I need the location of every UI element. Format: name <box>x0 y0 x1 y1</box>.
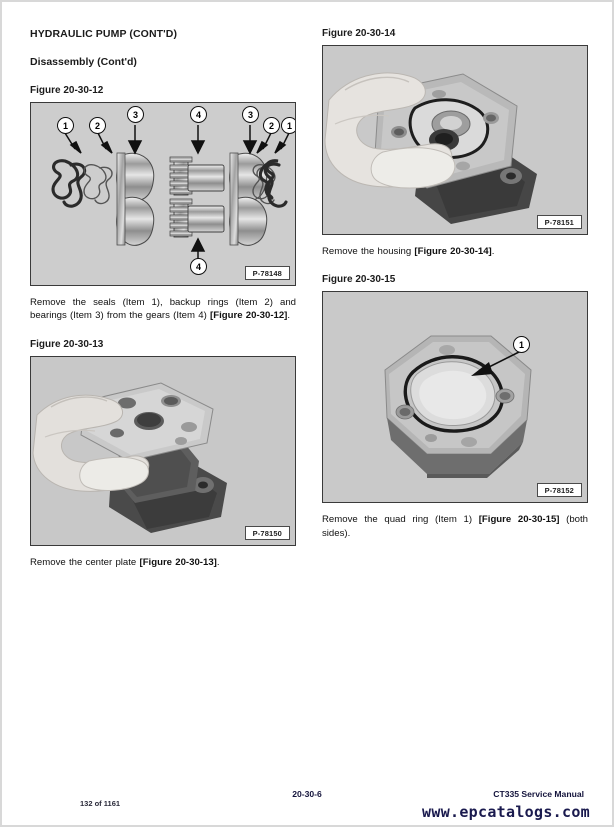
caption-20-30-13-ref: [Figure 20-30-13] <box>139 556 217 568</box>
caption-20-30-13-text: Remove the center plate <box>30 556 140 568</box>
page-number: 20-30-6 <box>292 789 322 799</box>
callout-1-right: 1 <box>281 117 296 134</box>
seal-left <box>53 161 85 206</box>
caption-20-30-12-tail: . <box>287 310 291 322</box>
figure-20-30-15-photo <box>323 292 587 502</box>
callout-1-quad-ring: 1 <box>513 336 530 353</box>
photo-id-20-30-13: P-78150 <box>245 526 290 540</box>
photo-id-20-30-15: P-78152 <box>537 483 582 497</box>
caption-20-30-14-ref: [Figure 20-30-14] <box>414 246 492 257</box>
caption-20-30-12 <box>30 296 296 323</box>
caption-20-30-15-text: Remove the quad ring (Item 1) <box>322 514 479 526</box>
left-column <box>30 28 296 585</box>
callout-2-left: 2 <box>89 117 106 134</box>
backup-ring-left <box>84 165 112 204</box>
callout-3-right: 3 <box>242 106 259 123</box>
figure-20-30-14 <box>322 45 588 235</box>
section-title: HYDRAULIC PUMP (CONT'D) <box>30 28 178 40</box>
page-edge-top <box>0 0 614 2</box>
page-edge-left <box>0 0 2 827</box>
figure-label-20-30-12: Figure 20-30-12 <box>30 85 104 96</box>
caption-20-30-14-tail: . <box>491 246 495 257</box>
caption-20-30-14-text: Remove the housing <box>322 246 415 257</box>
figure-20-30-15 <box>322 291 588 503</box>
figure-label-20-30-14: Figure 20-30-14 <box>322 28 396 39</box>
figure-20-30-13-photo <box>31 357 295 545</box>
right-column <box>322 28 588 556</box>
caption-20-30-15-tail: (both sides). <box>322 514 589 539</box>
figure-label-20-30-13: Figure 20-30-13 <box>30 338 104 350</box>
callout-4-top: 4 <box>190 106 207 123</box>
caption-20-30-12-text: Remove the seals (Item 1), backup rings (Item 2) and bearings (Item 3) from the gears (Item 4) <box>30 297 296 322</box>
caption-20-30-15 <box>322 513 588 540</box>
caption-20-30-14 <box>322 245 588 258</box>
photo-id-20-30-12: P-78148 <box>245 266 290 280</box>
callout-1-left: 1 <box>57 117 74 134</box>
watermark-url: www.epcatalogs.com <box>422 803 590 821</box>
callout-3-left: 3 <box>127 106 144 123</box>
caption-20-30-13-tail: . <box>216 556 220 568</box>
caption-20-30-12-ref: [Figure 20-30-12] <box>210 310 288 322</box>
figure-20-30-14-photo <box>323 46 587 234</box>
figure-20-30-13 <box>30 356 296 546</box>
figure-label-20-30-15: Figure 20-30-15 <box>322 274 396 286</box>
photo-id-20-30-14: P-78151 <box>537 215 582 229</box>
callout-2-right: 2 <box>263 117 280 134</box>
callout-4-bottom: 4 <box>190 258 207 275</box>
caption-20-30-13 <box>30 556 296 569</box>
bearing-left <box>117 153 154 245</box>
figure-20-30-12 <box>30 102 296 286</box>
caption-20-30-15-ref: [Figure 20-30-15] <box>478 514 560 526</box>
manual-name: CT335 Service Manual <box>493 789 584 799</box>
page-of-indicator: 132 of 1161 <box>80 799 121 808</box>
subsection-title: Disassembly (Cont'd) <box>30 56 137 68</box>
gear-pair <box>170 157 224 237</box>
